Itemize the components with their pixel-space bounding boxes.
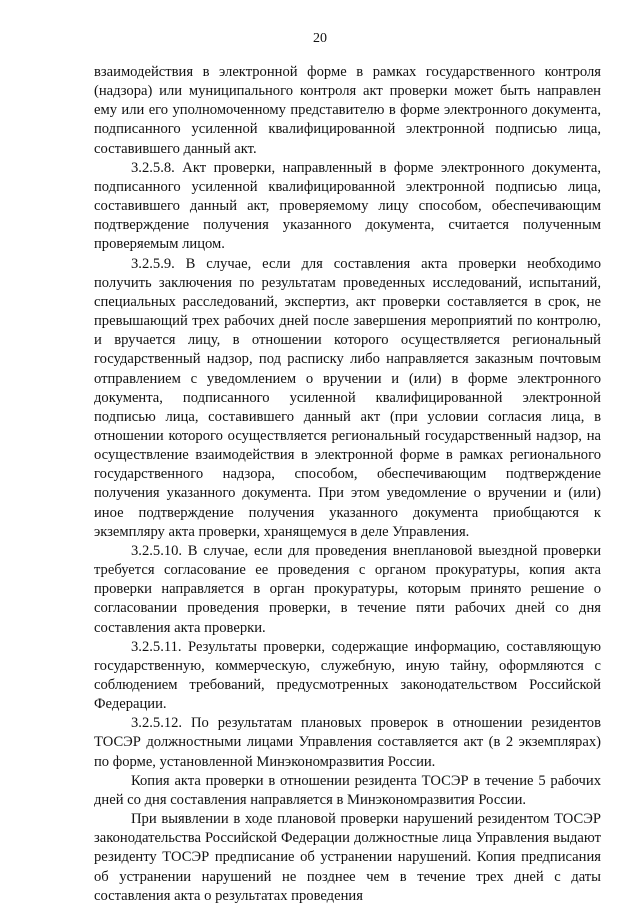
- paragraph-3-2-5-11: 3.2.5.11. Результаты проверки, содержащие информацию, составляющую государственную, коммерческую, служебную, иную тайну, оформляются с соблюдением требований, предусмотренных законодательством Российской Федерации.: [94, 638, 601, 713]
- paragraph-act-copy: Копия акта проверки в отношении резидента ТОСЭР в течение 5 рабочих дней со дня составления направляется в Минэкономразвития России.: [94, 772, 601, 808]
- paragraph-3-2-5-12: 3.2.5.12. По результатам плановых проверок в отношении резидентов ТОСЭР должностными лицами Управления составляется акт (в 2 экземплярах) по форме, установленной Минэкономразвития России.: [94, 715, 601, 770]
- paragraph-violations: При выявлении в ходе плановой проверки нарушений резидентом ТОСЭР законодательства Российской Федерации должностные лица Управления выдают резиденту ТОСЭР предписание об устранении нарушений. Копия предписания об устранении нарушений не позднее чем в течение трех дней с даты составления акта о результатах проведения: [94, 811, 601, 904]
- document-body: [94, 63, 601, 906]
- page-number: 20: [313, 31, 327, 46]
- paragraph-3-2-5-10: 3.2.5.10. В случае, если для проведения внеплановой выездной проверки требуется согласование ее проведения с органом прокуратуры, копия акта проверки направляется в орган прокуратуры, которым принято решение о согласовании проведения проверки, в течение пяти рабочих дней со дня составления акта проверки.: [94, 542, 601, 636]
- paragraph-3-2-5-8: 3.2.5.8. Акт проверки, направленный в форме электронного документа, подписанного усиленной квалифицированной электронной подписью лица, составившего данный акт, проверяемому лицу способом, обеспечивающим подтверждение получения указанного документа, считается полученным проверяемым лицом.: [94, 159, 601, 253]
- paragraph-continuation: взаимодействия в электронной форме в рамках государственного контроля (надзора) или муниципального контроля акт проверки может быть направлен ему или его уполномоченному представителю в форме электронного документа, подписанного усиленной квалифицированной электронной подписью лица, составившего данный акт.: [94, 64, 601, 157]
- paragraph-3-2-5-9: 3.2.5.9. В случае, если для составления акта проверки необходимо получить заключения по результатам проведенных исследований, испытаний, специальных расследований, экспертиз, акт проверки составляется в срок, не превышающий трех рабочих дней после завершения мероприятий по контролю, и вручается лицу, в отношении которого осуществляется региональный государственный надзор, под расписку либо направляется заказным почтовым отправлением с уведомлением о вручении и (или) в форме электронного документа, подписанного усиленной квалифицированной электронной подписью лица, составившего данный акт (при условии согласия лица, в отношении которого осуществляется региональный государственный надзор, на осуществление взаимодействия в электронной форме в рамках регионального государственного надзора, способом, обеспечивающим подтверждение получения указанного документа. При этом уведомление о вручении и (или) иное подтверждение получения указанного документа приобщаются к экземпляру акта проверки, хранящемуся в деле Управления.: [94, 255, 601, 540]
